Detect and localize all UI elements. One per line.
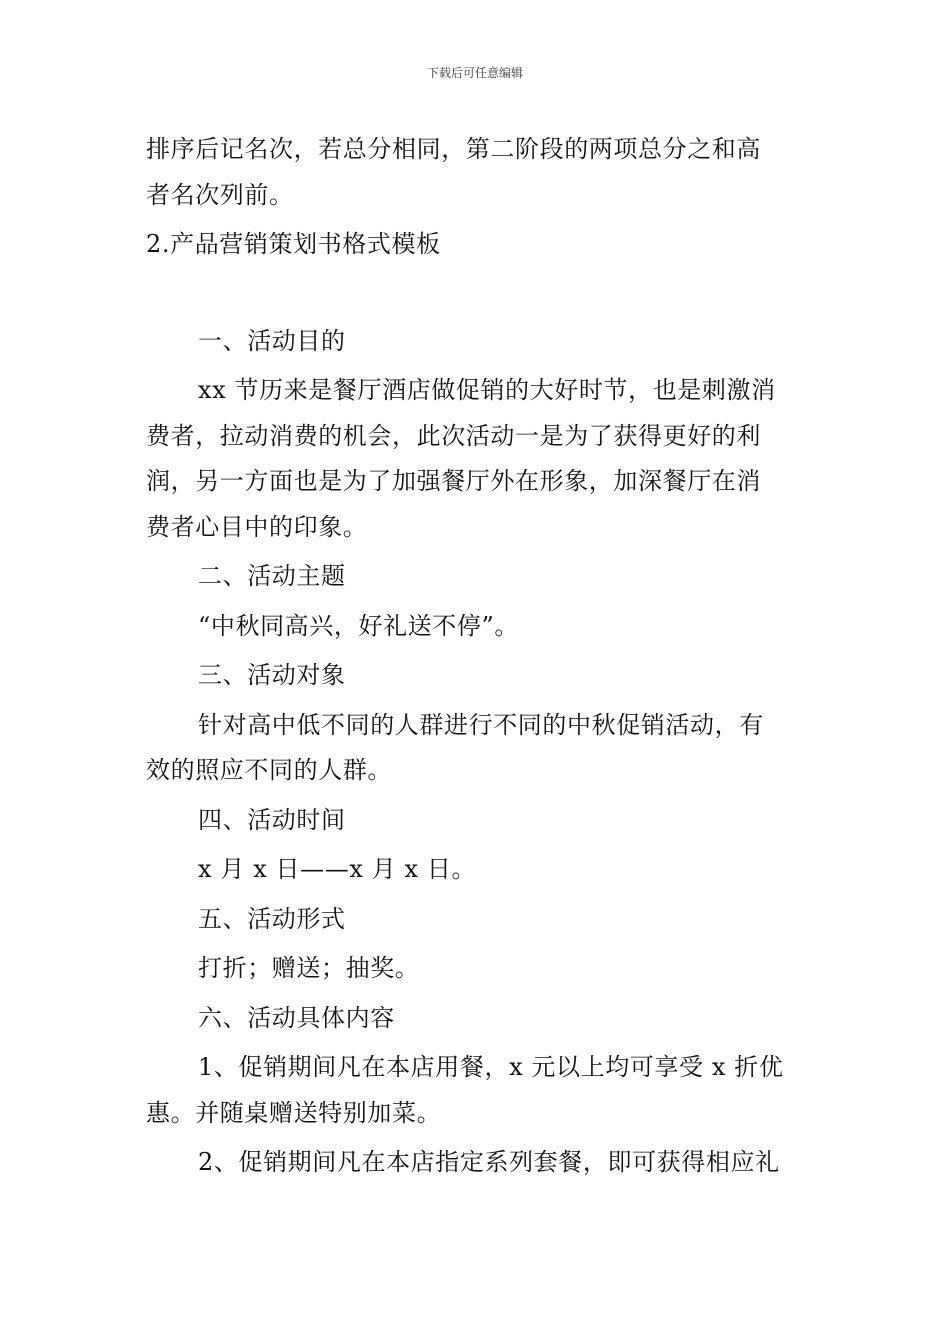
- paragraph-ranking-rule: [146, 127, 806, 218]
- text-line: 三、活动对象: [198, 661, 346, 689]
- paragraph-content-item-2: [146, 1140, 806, 1186]
- text-line: 润，另一方面也是为了加强餐厅外在形象，加深餐厅在消: [146, 467, 761, 495]
- heading-activity-time: [146, 798, 806, 844]
- text-line: 二、活动主题: [198, 562, 346, 590]
- text-line: 打折；赠送；抽奖。: [198, 954, 420, 982]
- paragraph-activity-purpose: [146, 368, 806, 550]
- heading-activity-form: [146, 897, 806, 943]
- text-line: 效的照应不同的人群。: [146, 756, 392, 784]
- text-line: 费者，拉动消费的机会，此次活动一是为了获得更好的利: [146, 421, 761, 450]
- paragraph-activity-time: [146, 847, 806, 893]
- heading-activity-purpose: [146, 319, 806, 365]
- section-title-template: [146, 222, 806, 268]
- text-line: 六、活动具体内容: [198, 1003, 395, 1032]
- text-line: 费者心目中的印象。: [146, 512, 368, 541]
- text-line: xx 节历来是餐厅酒店做促销的大好时节，也是刺激消: [198, 376, 776, 404]
- paragraph-activity-form: [146, 946, 806, 992]
- text-line: 2.产品营销策划书格式模板: [146, 230, 441, 258]
- text-line: 1、促销期间凡在本店用餐，x 元以上均可享受 x 折优: [198, 1053, 784, 1081]
- text-line: 排序后记名次，若总分相同，第二阶段的两项总分之和高: [146, 135, 761, 163]
- heading-activity-content: [146, 996, 806, 1042]
- text-line: 四、活动时间: [198, 805, 346, 834]
- heading-activity-target: [146, 653, 806, 699]
- heading-activity-theme: [146, 554, 806, 600]
- page-header-note: 下载后可任意编辑: [426, 66, 523, 80]
- text-line: 一、活动目的: [198, 326, 346, 355]
- paragraph-content-item-1: [146, 1045, 806, 1136]
- text-line: x 月 x 日——x 月 x 日。: [198, 855, 477, 883]
- text-line: 2、促销期间凡在本店指定系列套餐，即可获得相应礼: [198, 1148, 780, 1176]
- text-line: 针对高中低不同的人群进行不同的中秋促销活动，有: [198, 710, 764, 739]
- text-line: 五、活动形式: [198, 904, 346, 933]
- text-line: 惠。并随桌赠送特别加菜。: [146, 1098, 442, 1127]
- blank-line: [146, 272, 806, 319]
- text-line: “中秋同高兴，好礼送不停”。: [198, 611, 519, 640]
- paragraph-activity-target: [146, 703, 806, 794]
- document-body: [146, 127, 806, 1190]
- text-line: 者名次列前。: [146, 180, 294, 209]
- paragraph-activity-theme: [146, 604, 806, 650]
